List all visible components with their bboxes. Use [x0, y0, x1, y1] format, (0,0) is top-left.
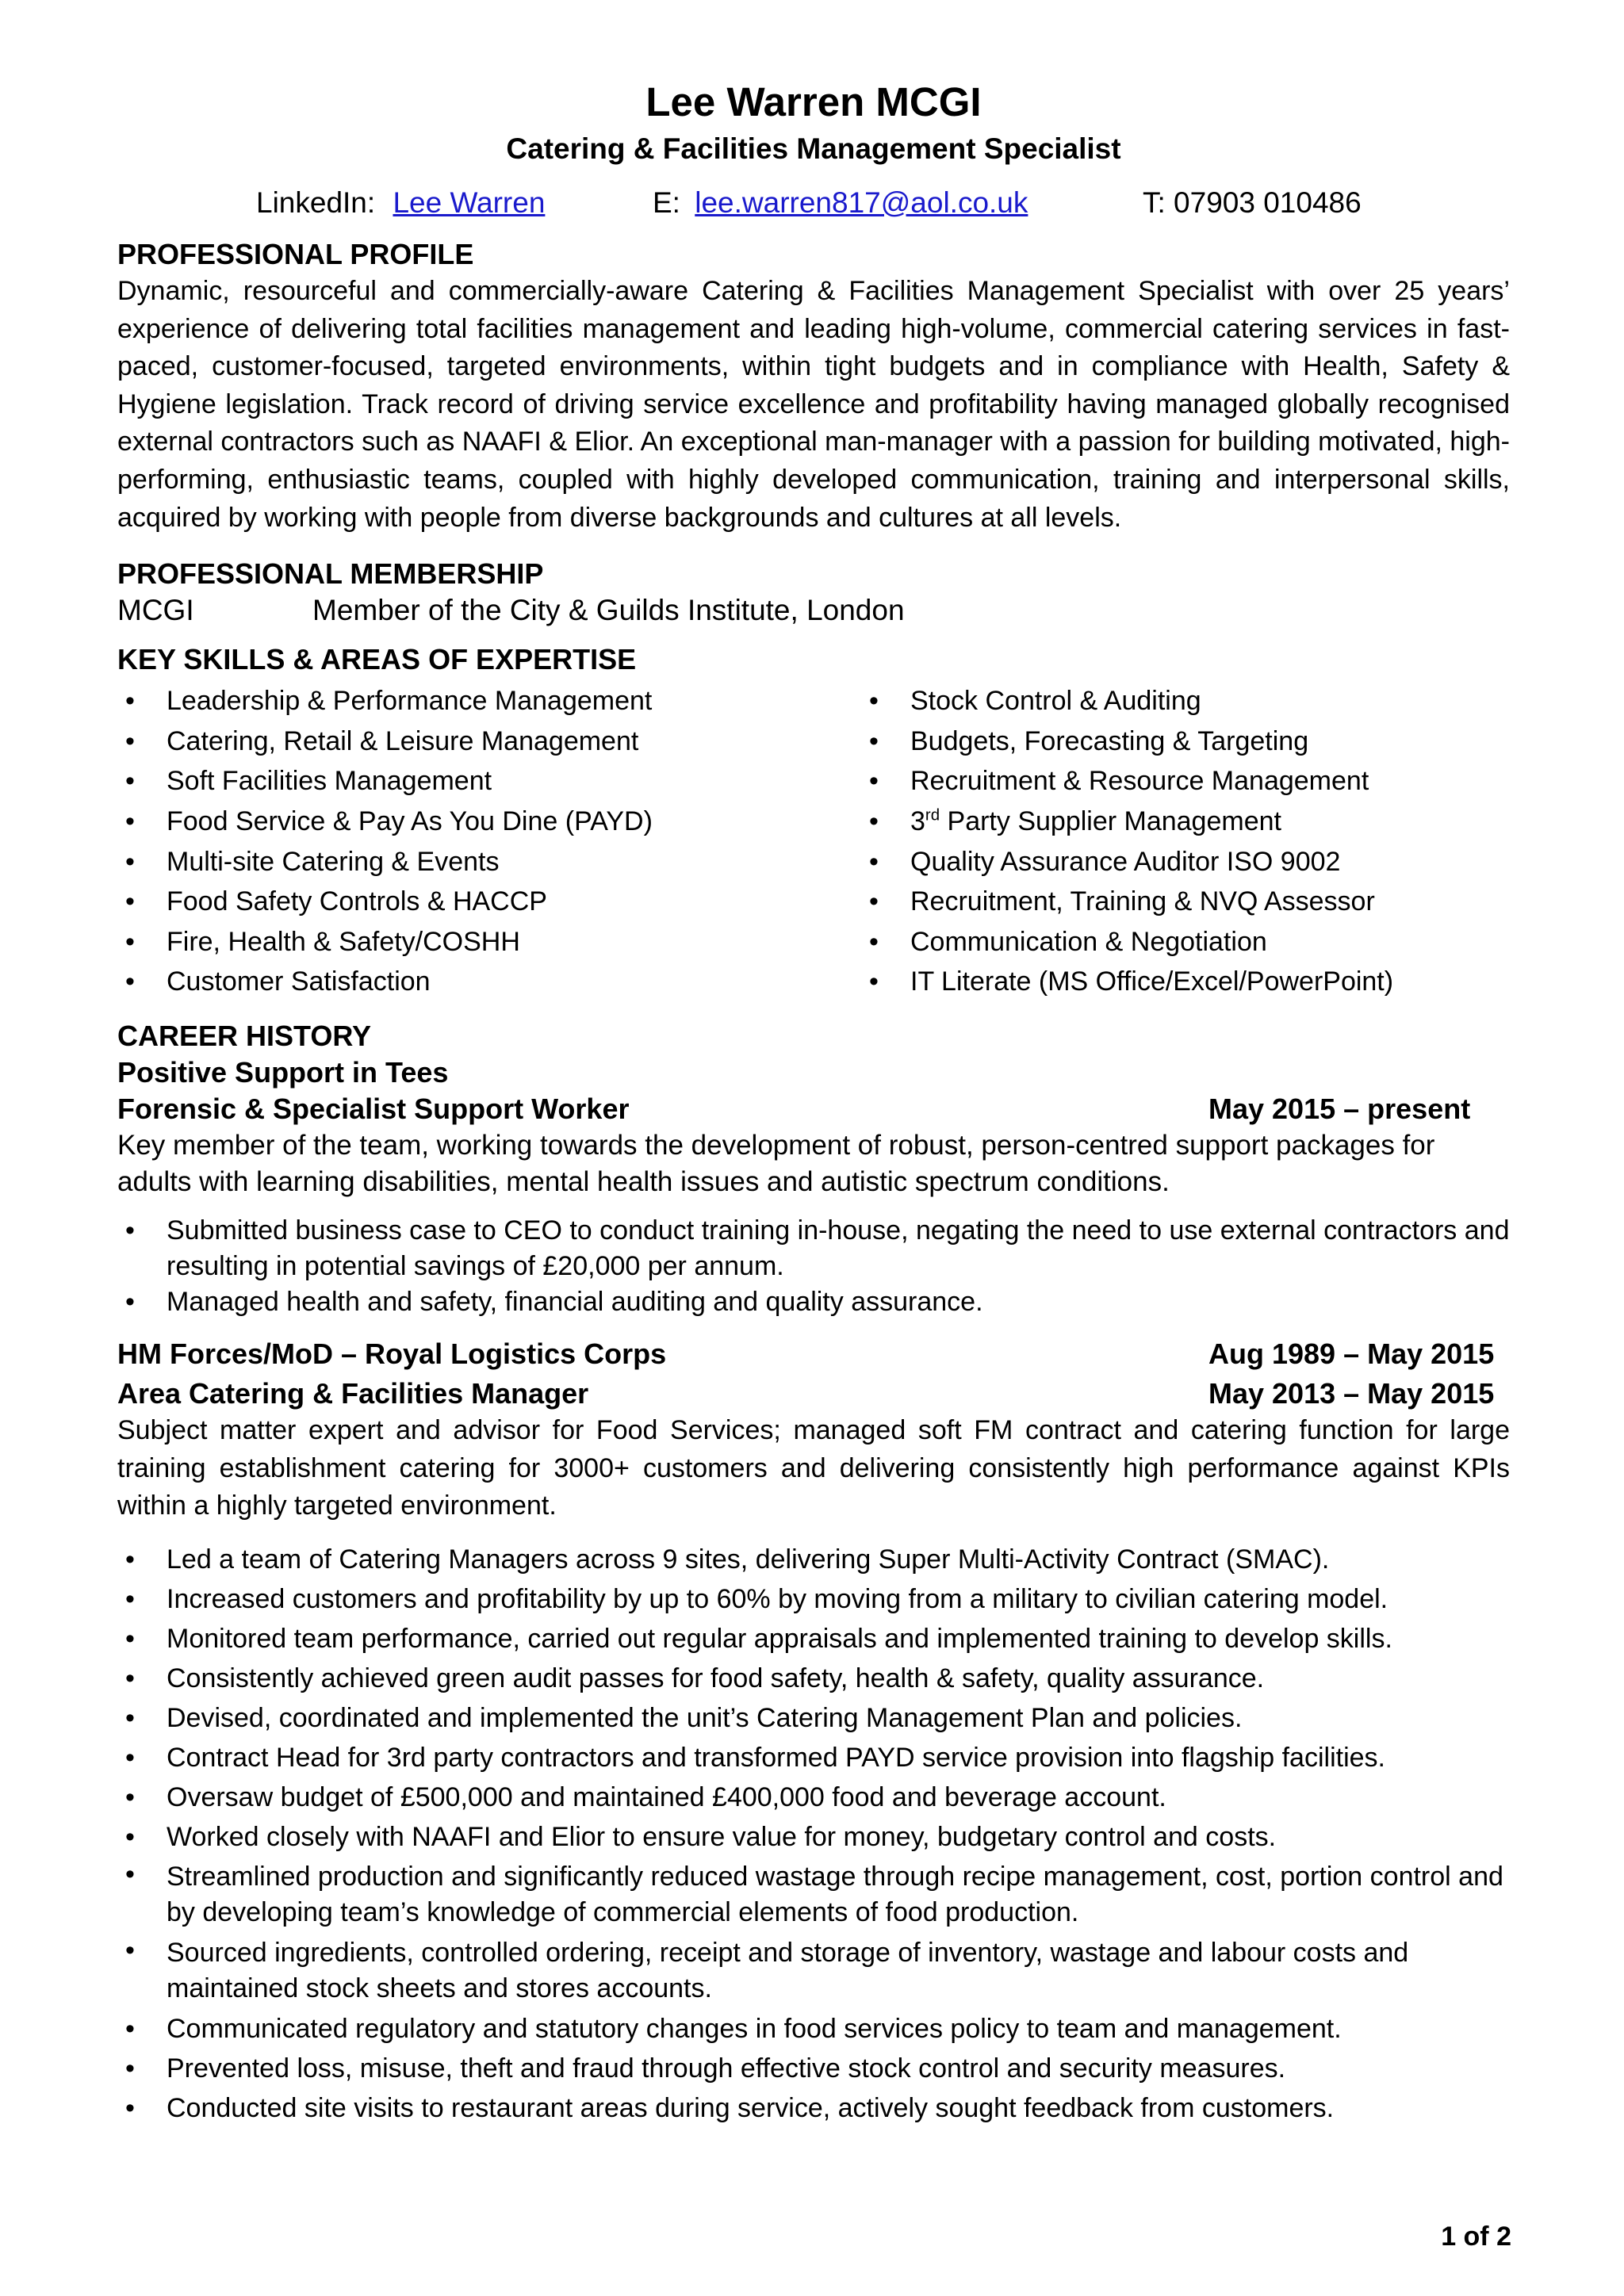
profile-text: Dynamic, resourceful and commercially-aware Catering & Facilities Management Specialist with over 25 years’ experience of delivering total facilities management and leading high-volume, commercial catering services in fast-paced, customer-focused, targeted environments, within tight budgets and in compliance with Health, Safety & Hygiene legislation. Track record of driving service excellence and profitability having managed globally recognised external contractors such as NAAFI & Elior. An exceptional man-manager with a passion for building motivated, high-performing, enthusiastic teams, coupled with highly developed communication, training and interpersonal skills, acquired by working with people from diverse backgrounds and cultures at all levels. — [117, 276, 1510, 533]
bullet-icon: • — [125, 725, 135, 756]
list-item: • Worked closely with NAAFI and Elior to ensure value for money, budgetary control and costs. — [117, 1817, 1510, 1857]
skill-item: • Multi-site Catering & Events — [117, 842, 861, 882]
bullet-icon: • — [869, 846, 879, 877]
skill-item: • Budgets, Forecasting & Targeting — [861, 721, 1393, 762]
skill-item: • Food Safety Controls & HACCP — [117, 882, 861, 922]
job2-employer-dates: Aug 1989 – May 2015 — [1208, 1337, 1495, 1370]
job1-description: Key member of the team, working towards the development of robust, person-centred support packages for adults with learning disabilities, mental health issues and autistic spectrum conditions. — [117, 1129, 1435, 1197]
bullet-icon: • — [869, 686, 879, 717]
page-number: 1 of 2 — [1441, 2221, 1511, 2252]
bullet-icon: • — [125, 1623, 135, 1654]
linkedin-block — [256, 186, 653, 220]
linkedin-label: LinkedIn: — [256, 186, 376, 219]
skill-item: • Communication & Negotiation — [861, 922, 1393, 962]
job1-role-row — [117, 1091, 1510, 1127]
list-item: • Oversaw budget of £500,000 and maintained £400,000 food and beverage account. — [117, 1777, 1510, 1817]
bullet-icon: • — [125, 1781, 135, 1812]
bullet-icon: • — [125, 1544, 135, 1575]
bullet-icon: • — [125, 1583, 135, 1614]
list-item: • Sourced ingredients, controlled ordering, receipt and storage of inventory, wastage and labour costs and maintained stock sheets and stores accounts. — [117, 1933, 1510, 2009]
resume-page — [117, 79, 1510, 2128]
skills-column-right — [861, 681, 1393, 1002]
skill-item: • Soft Facilities Management — [117, 761, 861, 802]
bullet-icon: • — [869, 926, 879, 957]
job2-employer-row — [117, 1336, 1510, 1372]
bullet-icon: • — [125, 1858, 135, 1889]
list-item: • Increased customers and profitability by up to 60% by moving from a military to civilian catering model. — [117, 1579, 1510, 1619]
job2-employer: HM Forces/MoD – Royal Logistics Corps — [117, 1337, 667, 1370]
job1-role: Forensic & Specialist Support Worker — [117, 1092, 630, 1125]
bullet-icon: • — [869, 966, 879, 997]
skills-list — [117, 681, 1510, 1002]
list-item: • Devised, coordinated and implemented the unit’s Catering Management Plan and policies. — [117, 1698, 1510, 1738]
membership-row — [117, 592, 1510, 629]
job2-dates: May 2013 – May 2015 — [1208, 1376, 1495, 1410]
phone-number: T: 07903 010486 — [1143, 186, 1362, 219]
list-item: • Consistently achieved green audit passes for food safety, health & safety, quality assurance. — [117, 1659, 1510, 1698]
linkedin-link[interactable]: Lee Warren — [393, 186, 546, 219]
email-label: E: — [653, 186, 680, 219]
skill-item: • Recruitment, Training & NVQ Assessor — [861, 882, 1393, 922]
bullet-icon: • — [125, 966, 135, 997]
bullet-icon: • — [125, 2092, 135, 2123]
bullet-icon: • — [869, 886, 879, 917]
job1-dates: May 2015 – present — [1208, 1092, 1471, 1125]
skill-item: • Stock Control & Auditing — [861, 681, 1393, 721]
list-item: • Submitted business case to CEO to conduct training in-house, negating the need to use external contractors and resulting in potential savings of £20,000 per annum. — [117, 1213, 1510, 1284]
job2-role-row — [117, 1376, 1510, 1412]
job2-role: Area Catering & Facilities Manager — [117, 1376, 589, 1410]
bullet-icon: • — [125, 1934, 135, 1965]
skills-heading: KEY SKILLS & AREAS OF EXPERTISE — [117, 643, 637, 676]
bullet-icon: • — [869, 766, 879, 797]
skill-item: • 3rd Party Supplier Management — [861, 802, 1393, 842]
bullet-icon: • — [869, 725, 879, 756]
profile-heading: PROFESSIONAL PROFILE — [117, 238, 474, 270]
bullet-icon: • — [125, 926, 135, 957]
bullet-icon: • — [125, 886, 135, 917]
career-heading: CAREER HISTORY — [117, 1019, 372, 1052]
skill-item: • IT Literate (MS Office/Excel/PowerPoint) — [861, 962, 1393, 1002]
bullet-icon: • — [125, 1215, 135, 1246]
bullet-icon: • — [125, 1286, 135, 1317]
skill-item: • Customer Satisfaction — [117, 962, 861, 1002]
bullet-icon: • — [125, 1821, 135, 1852]
contact-line — [117, 186, 1510, 220]
email-block — [653, 186, 1143, 220]
skills-column-left — [117, 681, 861, 1002]
email-link[interactable]: lee.warren817@aol.co.uk — [695, 186, 1028, 219]
candidate-name: Lee Warren MCGI — [645, 79, 982, 124]
job1-bullets — [117, 1213, 1510, 1320]
membership-abbr: MCGI — [117, 594, 194, 627]
bullet-icon: • — [125, 686, 135, 717]
list-item: • Led a team of Catering Managers across 9 sites, delivering Super Multi-Activity Contract (SMAC). — [117, 1540, 1510, 1579]
bullet-icon: • — [125, 2053, 135, 2084]
list-item: • Prevented loss, misuse, theft and fraud through effective stock control and security measures. — [117, 2049, 1510, 2088]
list-item: • Communicated regulatory and statutory changes in food services policy to team and management. — [117, 2009, 1510, 2049]
list-item: • Conducted site visits to restaurant areas during service, actively sought feedback from customers. — [117, 2088, 1510, 2128]
job2-description: Subject matter expert and advisor for Food Services; managed soft FM contract and catering function for large training establishment catering for 3000+ customers and delivering consistently high performance against KPIs within a highly targeted environment. — [117, 1414, 1510, 1521]
skill-item: • Food Service & Pay As You Dine (PAYD) — [117, 802, 861, 842]
bullet-icon: • — [125, 1742, 135, 1773]
list-item: • Managed health and safety, financial auditing and quality assurance. — [117, 1284, 1510, 1320]
skill-item: • Leadership & Performance Management — [117, 681, 861, 721]
skill-item: • Recruitment & Resource Management — [861, 761, 1393, 802]
bullet-icon: • — [125, 766, 135, 797]
candidate-title: Catering & Facilities Management Specialist — [506, 132, 1121, 165]
job1-employer: Positive Support in Tees — [117, 1055, 449, 1089]
skill-item: • Catering, Retail & Leisure Management — [117, 721, 861, 762]
list-item: • Contract Head for 3rd party contractors and transformed PAYD service provision into flagship facilities. — [117, 1738, 1510, 1777]
list-item: • Monitored team performance, carried out regular appraisals and implemented training to develop skills. — [117, 1619, 1510, 1659]
bullet-icon: • — [125, 846, 135, 877]
bullet-icon: • — [125, 2013, 135, 2044]
job2-bullets — [117, 1540, 1510, 2128]
list-item: • Streamlined production and significantly reduced wastage through recipe management, cost, portion control and by developing team’s knowledge of commercial elements of food production. — [117, 1857, 1510, 1933]
membership-desc: Member of the City & Guilds Institute, London — [312, 594, 905, 627]
bullet-icon: • — [869, 806, 879, 836]
bullet-icon: • — [125, 1663, 135, 1693]
skill-item: • Quality Assurance Auditor ISO 9002 — [861, 842, 1393, 882]
bullet-icon: • — [125, 806, 135, 836]
skill-item: • Fire, Health & Safety/COSHH — [117, 922, 861, 962]
bullet-icon: • — [125, 1702, 135, 1733]
membership-heading: PROFESSIONAL MEMBERSHIP — [117, 557, 544, 591]
